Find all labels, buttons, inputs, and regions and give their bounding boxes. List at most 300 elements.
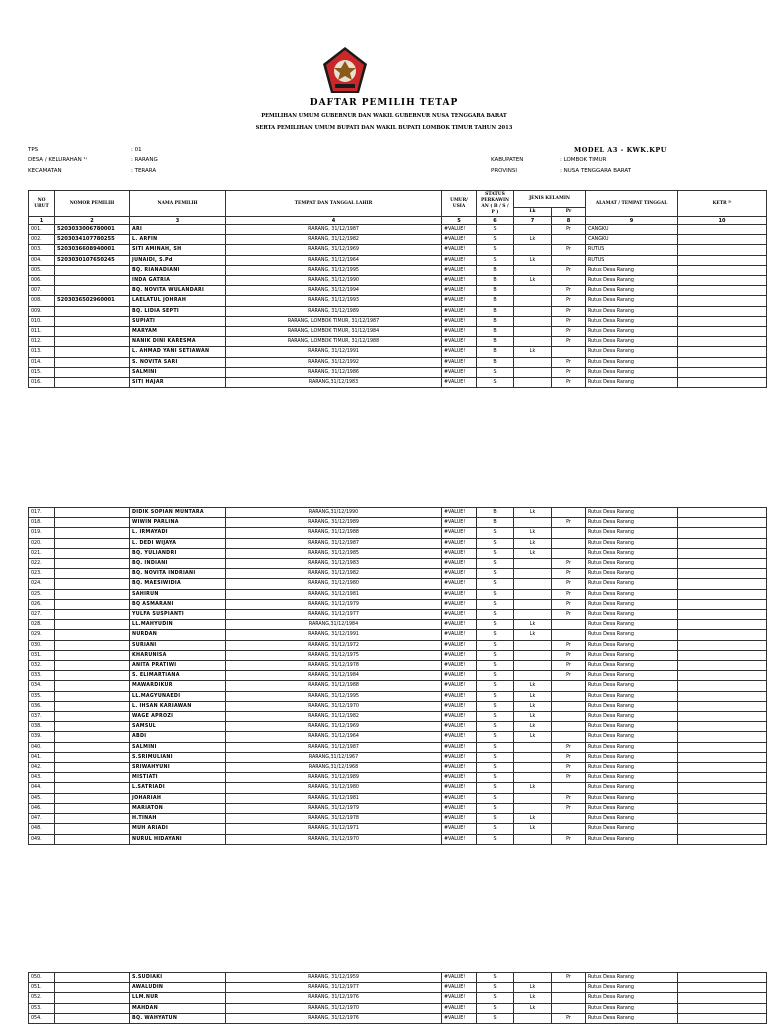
row-no: 019. (29, 528, 55, 538)
row-status: S (477, 993, 514, 1003)
row-nomor-pemilih (55, 973, 130, 983)
row-no: 036. (29, 701, 55, 711)
row-nama: MARIATON (130, 803, 226, 813)
row-nama: JUNAIDI, S.Pd (130, 255, 226, 265)
row-no: 015. (29, 367, 55, 377)
document-subtitle-2: SERTA PEMILIHAN UMUM BUPATI DAN WAKIL BUPATI LOMBOK TIMUR TAHUN 2013 (255, 125, 513, 131)
row-status: S (477, 1003, 514, 1013)
col-header-nomor: NOMOR PEMILIH (55, 191, 130, 217)
col-header-pr: Pr (552, 208, 586, 217)
row-umur: #VALUE! (442, 763, 477, 773)
row-status: S (477, 579, 514, 589)
row-pr (552, 691, 586, 701)
row-nama: MUH ARIADI (130, 824, 226, 834)
row-pr: Pr (552, 610, 586, 620)
row-ketr (678, 1013, 767, 1023)
row-umur: #VALUE! (442, 296, 477, 306)
row-ketr (678, 265, 767, 275)
row-nama: INDA GATRIA (130, 276, 226, 286)
row-umur: #VALUE! (442, 599, 477, 609)
col-number: 10 (678, 217, 767, 225)
row-ketr (678, 528, 767, 538)
row-nomor-pemilih (55, 367, 130, 377)
row-ttl: RARANG, LOMBOK TIMUR, 31/12/1984 (226, 327, 442, 337)
row-pr: Pr (552, 357, 586, 367)
row-lk (514, 337, 552, 347)
row-nama: SITI HAJAR (130, 378, 226, 388)
row-ketr (678, 650, 767, 660)
row-nama: S.SRIMULIANI (130, 752, 226, 762)
row-umur: #VALUE! (442, 783, 477, 793)
row-alamat: Rutus Desa Rarang (586, 306, 678, 316)
row-nomor-pemilih (55, 518, 130, 528)
row-no: 030. (29, 640, 55, 650)
row-alamat: Rutus Desa Rarang (586, 276, 678, 286)
row-ketr (678, 752, 767, 762)
row-umur: #VALUE! (442, 722, 477, 732)
row-no: 002. (29, 235, 55, 245)
row-nomor-pemilih (55, 347, 130, 357)
row-ketr (678, 793, 767, 803)
row-lk: Lk (514, 783, 552, 793)
row-no: 006. (29, 276, 55, 286)
row-status: S (477, 803, 514, 813)
row-alamat: Rutus Desa Rarang (586, 824, 678, 834)
row-ketr (678, 824, 767, 834)
row-nomor-pemilih (55, 742, 130, 752)
row-ketr (678, 559, 767, 569)
row-alamat: Rutus Desa Rarang (586, 983, 678, 993)
row-umur: #VALUE! (442, 814, 477, 824)
row-pr (552, 783, 586, 793)
row-umur: #VALUE! (442, 347, 477, 357)
row-alamat: Rutus Desa Rarang (586, 357, 678, 367)
row-nama: H.TINAH (130, 814, 226, 824)
row-alamat: Rutus Desa Rarang (586, 528, 678, 538)
col-header-jenis-kelamin: JENIS KELAMIN (514, 191, 586, 208)
row-nama: LLM.NUR (130, 993, 226, 1003)
row-lk: Lk (514, 548, 552, 558)
row-ttl: RARANG,31/12/1967 (226, 752, 442, 762)
table-row (29, 347, 767, 357)
row-lk (514, 661, 552, 671)
row-ttl: RARANG, 31/12/1976 (226, 993, 442, 1003)
row-ketr (678, 286, 767, 296)
row-umur: #VALUE! (442, 337, 477, 347)
table-row (29, 661, 767, 671)
row-ttl: RARANG, 31/12/1979 (226, 599, 442, 609)
row-umur: #VALUE! (442, 752, 477, 762)
row-status: S (477, 752, 514, 762)
row-alamat: Rutus Desa Rarang (586, 508, 678, 518)
row-pr: Pr (552, 559, 586, 569)
row-ketr (678, 518, 767, 528)
row-nama: YULFA SUSPIANTI (130, 610, 226, 620)
row-nomor-pemilih: 5203034107780255 (55, 235, 130, 245)
row-umur: #VALUE! (442, 630, 477, 640)
row-nomor-pemilih (55, 752, 130, 762)
tps-label: TPS (28, 147, 39, 153)
row-lk (514, 752, 552, 762)
row-ttl: RARANG, LOMBOK TIMUR, 31/12/1987 (226, 316, 442, 326)
row-lk (514, 803, 552, 813)
row-status: B (477, 327, 514, 337)
row-lk (514, 316, 552, 326)
row-alamat: Rutus Desa Rarang (586, 599, 678, 609)
row-status: S (477, 661, 514, 671)
row-nomor-pemilih (55, 508, 130, 518)
row-nomor-pemilih (55, 712, 130, 722)
row-ketr (678, 610, 767, 620)
row-ttl: RARANG, 31/12/1995 (226, 691, 442, 701)
row-ttl: RARANG, 31/12/1982 (226, 235, 442, 245)
row-status: S (477, 732, 514, 742)
row-umur: #VALUE! (442, 1003, 477, 1013)
col-number: 6 (477, 217, 514, 225)
voter-table-page-1 (28, 190, 767, 388)
row-pr: Pr (552, 671, 586, 681)
row-nomor-pemilih (55, 793, 130, 803)
row-nama: L. IRMAYADI (130, 528, 226, 538)
row-alamat: Rutus Desa Rarang (586, 630, 678, 640)
col-header-ttl: TEMPAT DAN TANGGAL LAHIR (226, 191, 442, 217)
row-alamat: Rutus Desa Rarang (586, 722, 678, 732)
row-lk (514, 640, 552, 650)
row-lk (514, 973, 552, 983)
row-nama: S.SUDIAKI (130, 973, 226, 983)
row-status: S (477, 783, 514, 793)
row-ketr (678, 763, 767, 773)
row-no: 025. (29, 589, 55, 599)
row-umur: #VALUE! (442, 235, 477, 245)
row-ketr (678, 378, 767, 388)
row-nama: MISTIATI (130, 773, 226, 783)
col-number: 8 (552, 217, 586, 225)
document-title: DAFTAR PEMILIH TETAP (309, 98, 459, 108)
row-no: 051. (29, 983, 55, 993)
row-nomor-pemilih (55, 763, 130, 773)
table-row (29, 225, 767, 235)
row-lk: Lk (514, 255, 552, 265)
row-no: 027. (29, 610, 55, 620)
row-status: B (477, 337, 514, 347)
row-alamat: Rutus Desa Rarang (586, 814, 678, 824)
row-ttl: RARANG, 31/12/1964 (226, 255, 442, 265)
row-nomor-pemilih (55, 327, 130, 337)
row-umur: #VALUE! (442, 661, 477, 671)
row-alamat: Rutus Desa Rarang (586, 1013, 678, 1023)
row-nomor-pemilih (55, 814, 130, 824)
row-nama: BQ. MAESIWIDIA (130, 579, 226, 589)
row-umur: #VALUE! (442, 579, 477, 589)
row-ttl: RARANG, 31/12/1972 (226, 640, 442, 650)
row-nama: NURUL HIDAYANI (130, 834, 226, 844)
kecamatan-value: : TERARA (131, 168, 157, 174)
row-ttl: RARANG, 31/12/1989 (226, 518, 442, 528)
row-ttl: RARANG, LOMBOK TIMUR, 31/12/1988 (226, 337, 442, 347)
row-nomor-pemilih (55, 681, 130, 691)
row-status: S (477, 378, 514, 388)
row-alamat: Rutus Desa Rarang (586, 367, 678, 377)
row-umur: #VALUE! (442, 610, 477, 620)
row-pr: Pr (552, 245, 586, 255)
row-no: 049. (29, 834, 55, 844)
row-ttl: RARANG, 31/12/1982 (226, 712, 442, 722)
row-status: S (477, 245, 514, 255)
row-no: 044. (29, 783, 55, 793)
row-lk (514, 763, 552, 773)
row-nama: JOHARIAH (130, 793, 226, 803)
table-row (29, 528, 767, 538)
row-ketr (678, 983, 767, 993)
row-no: 045. (29, 793, 55, 803)
row-ketr (678, 569, 767, 579)
row-pr (552, 276, 586, 286)
row-nama: WAGE APROZI (130, 712, 226, 722)
row-ttl: RARANG, 31/12/1978 (226, 661, 442, 671)
row-ttl: RARANG, 31/12/1970 (226, 834, 442, 844)
row-status: B (477, 286, 514, 296)
row-lk (514, 245, 552, 255)
row-pr: Pr (552, 265, 586, 275)
row-status: S (477, 701, 514, 711)
row-pr: Pr (552, 378, 586, 388)
row-nomor-pemilih (55, 286, 130, 296)
table-row (29, 316, 767, 326)
row-alamat: Rutus Desa Rarang (586, 681, 678, 691)
row-umur: #VALUE! (442, 548, 477, 558)
row-nomor-pemilih (55, 701, 130, 711)
row-no: 039. (29, 732, 55, 742)
row-ttl: RARANG, 31/12/1983 (226, 559, 442, 569)
row-lk: Lk (514, 538, 552, 548)
row-lk (514, 296, 552, 306)
row-umur: #VALUE! (442, 569, 477, 579)
row-pr: Pr (552, 327, 586, 337)
row-nomor-pemilih (55, 599, 130, 609)
col-header-ketr: KETR ²⁾ (678, 191, 767, 217)
row-nama: BQ. WAHYATUN (130, 1013, 226, 1023)
row-ttl: RARANG, 31/12/1981 (226, 589, 442, 599)
row-pr: Pr (552, 763, 586, 773)
row-lk (514, 589, 552, 599)
row-umur: #VALUE! (442, 973, 477, 983)
row-no: 005. (29, 265, 55, 275)
voter-table-page-2 (28, 507, 767, 845)
row-ketr (678, 235, 767, 245)
row-alamat: Rutus Desa Rarang (586, 548, 678, 558)
row-ttl: RARANG, 31/12/1982 (226, 569, 442, 579)
table-row (29, 589, 767, 599)
row-ketr (678, 337, 767, 347)
col-number: 2 (55, 217, 130, 225)
row-umur: #VALUE! (442, 255, 477, 265)
row-status: B (477, 357, 514, 367)
row-lk: Lk (514, 347, 552, 357)
row-nomor-pemilih (55, 650, 130, 660)
row-ttl: RARANG, 31/12/1990 (226, 276, 442, 286)
row-nomor-pemilih (55, 983, 130, 993)
row-umur: #VALUE! (442, 834, 477, 844)
row-pr: Pr (552, 1013, 586, 1023)
row-nama: SUPIATI (130, 316, 226, 326)
row-lk: Lk (514, 620, 552, 630)
row-nama: MAWARDIKUR (130, 681, 226, 691)
row-nomor-pemilih (55, 548, 130, 558)
row-no: 037. (29, 712, 55, 722)
row-nama: L. DEDI WIJAYA (130, 538, 226, 548)
tps-value: : 01 (131, 147, 142, 153)
row-umur: #VALUE! (442, 773, 477, 783)
desa-value: : RARANG (131, 157, 158, 163)
row-ketr (678, 630, 767, 640)
col-number: 3 (130, 217, 226, 225)
row-umur: #VALUE! (442, 732, 477, 742)
row-pr: Pr (552, 793, 586, 803)
row-lk (514, 671, 552, 681)
row-lk (514, 225, 552, 235)
row-alamat: Rutus Desa Rarang (586, 752, 678, 762)
row-no: 050. (29, 973, 55, 983)
row-umur: #VALUE! (442, 712, 477, 722)
row-umur: #VALUE! (442, 803, 477, 813)
table-row (29, 518, 767, 528)
row-nomor-pemilih (55, 265, 130, 275)
row-nomor-pemilih (55, 732, 130, 742)
row-ketr (678, 367, 767, 377)
row-ketr (678, 671, 767, 681)
table-row (29, 620, 767, 630)
row-ttl: RARANG, 31/12/1964 (226, 732, 442, 742)
row-umur: #VALUE! (442, 620, 477, 630)
row-lk (514, 306, 552, 316)
row-nama: L.SATRIADI (130, 783, 226, 793)
row-alamat: Rutus Desa Rarang (586, 732, 678, 742)
row-alamat: Rutus Desa Rarang (586, 610, 678, 620)
row-lk (514, 599, 552, 609)
row-umur: #VALUE! (442, 993, 477, 1003)
row-alamat: Rutus Desa Rarang (586, 691, 678, 701)
row-alamat: Rutus Desa Rarang (586, 538, 678, 548)
row-ttl: RARANG,31/12/1983 (226, 378, 442, 388)
provinsi-value: : NUSA TENGGARA BARAT (560, 168, 632, 174)
row-nama: SAHIRUN (130, 589, 226, 599)
row-ketr (678, 681, 767, 691)
row-pr: Pr (552, 650, 586, 660)
row-alamat: Rutus Desa Rarang (586, 793, 678, 803)
table-row (29, 327, 767, 337)
table-row (29, 265, 767, 275)
row-status: S (477, 983, 514, 993)
row-pr (552, 508, 586, 518)
kabupaten-label: KABUPATEN (491, 157, 524, 163)
row-alamat: Rutus Desa Rarang (586, 783, 678, 793)
row-nama: MAHDAN (130, 1003, 226, 1013)
row-status: S (477, 225, 514, 235)
row-ketr (678, 538, 767, 548)
row-no: 014. (29, 357, 55, 367)
row-ttl: RARANG, 31/12/1991 (226, 347, 442, 357)
col-number: 5 (442, 217, 477, 225)
row-lk (514, 265, 552, 275)
row-lk (514, 793, 552, 803)
row-no: 004. (29, 255, 55, 265)
row-nama: L. ARFIN (130, 235, 226, 245)
row-nama: ARI (130, 225, 226, 235)
row-umur: #VALUE! (442, 538, 477, 548)
row-nomor-pemilih (55, 357, 130, 367)
row-lk (514, 742, 552, 752)
row-nama: LL.MAHYUDIN (130, 620, 226, 630)
row-pr: Pr (552, 589, 586, 599)
row-ketr (678, 834, 767, 844)
row-status: S (477, 763, 514, 773)
row-status: S (477, 973, 514, 983)
row-no: 017. (29, 508, 55, 518)
table-row (29, 245, 767, 255)
row-lk (514, 518, 552, 528)
row-ttl: RARANG, 31/12/1992 (226, 357, 442, 367)
row-nama: S. ELIMARTIANA (130, 671, 226, 681)
row-lk (514, 650, 552, 660)
row-alamat: Rutus Desa Rarang (586, 327, 678, 337)
row-lk (514, 367, 552, 377)
row-nomor-pemilih (55, 671, 130, 681)
row-no: 009. (29, 306, 55, 316)
row-ttl: RARANG, 31/12/1987 (226, 225, 442, 235)
row-umur: #VALUE! (442, 983, 477, 993)
row-pr (552, 528, 586, 538)
row-status: S (477, 610, 514, 620)
table-row (29, 286, 767, 296)
row-status: S (477, 640, 514, 650)
row-ketr (678, 508, 767, 518)
row-pr (552, 630, 586, 640)
row-status: S (477, 722, 514, 732)
row-pr: Pr (552, 640, 586, 650)
row-pr: Pr (552, 599, 586, 609)
row-no: 016. (29, 378, 55, 388)
row-nama: WIWIN PARLINA (130, 518, 226, 528)
row-ketr (678, 773, 767, 783)
table-row (29, 681, 767, 691)
row-nama: NANIK DINI KARESMA (130, 337, 226, 347)
row-pr (552, 548, 586, 558)
row-lk: Lk (514, 508, 552, 518)
row-pr (552, 983, 586, 993)
table-row (29, 793, 767, 803)
row-lk: Lk (514, 235, 552, 245)
row-alamat: Rutus Desa Rarang (586, 620, 678, 630)
row-umur: #VALUE! (442, 357, 477, 367)
row-nomor-pemilih (55, 316, 130, 326)
row-pr: Pr (552, 579, 586, 589)
row-no: 029. (29, 630, 55, 640)
row-no: 024. (29, 579, 55, 589)
row-no: 047. (29, 814, 55, 824)
col-header-lk: Lk (514, 208, 552, 217)
row-ketr (678, 701, 767, 711)
row-ttl: RARANG, 31/12/1975 (226, 650, 442, 660)
row-status: S (477, 569, 514, 579)
row-nomor-pemilih (55, 579, 130, 589)
row-nomor-pemilih (55, 1003, 130, 1013)
row-ttl: RARANG, 31/12/1993 (226, 296, 442, 306)
kpu-logo (321, 46, 369, 96)
row-lk (514, 378, 552, 388)
row-pr (552, 347, 586, 357)
row-ttl: RARANG, 31/12/1985 (226, 548, 442, 558)
